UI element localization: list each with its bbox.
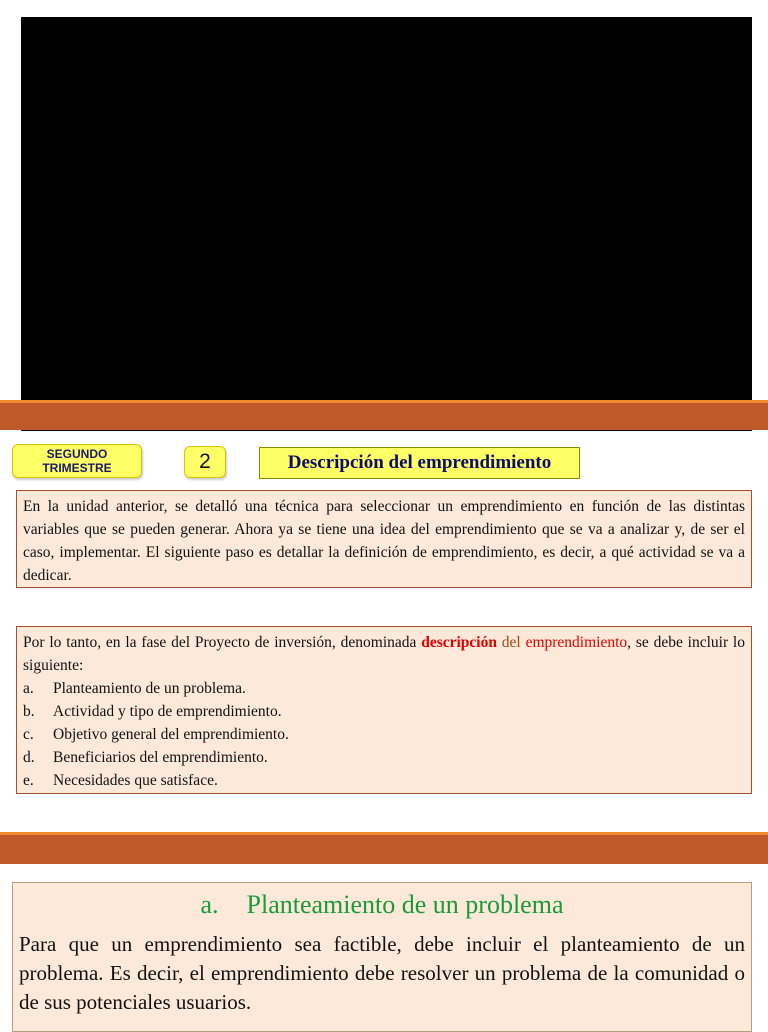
list-text: Beneficiarios del emprendimiento. <box>53 749 268 766</box>
list-item <box>23 746 745 769</box>
lead-text-end: , se debe incluir lo siguiente: <box>23 634 745 674</box>
requirements-box <box>16 626 752 794</box>
lead-keyword: descripción <box>421 634 497 651</box>
section-a-heading <box>19 890 745 920</box>
list-letter: c. <box>23 726 34 743</box>
section-a-letter: a. <box>200 890 219 919</box>
list-text: Actividad y tipo de emprendimiento. <box>53 703 282 720</box>
section-a-paragraph: Para que un emprendimiento sea factible, debe incluir el planteamiento de un problema. Es decir, el emprendimiento debe resolver un problema de la comunidad o de sus potenciales usuarios. <box>19 932 745 1014</box>
lead-text: Por lo tanto, en la fase del Proyecto de inversión, denominada <box>23 634 422 651</box>
section-a-heading-text: Planteamiento de un problema <box>246 890 564 919</box>
list-letter: a. <box>23 680 34 697</box>
middle-decorative-stripe <box>0 832 768 864</box>
lead-keyword-2: emprendimiento <box>525 634 628 651</box>
list-letter: e. <box>23 772 34 789</box>
video-placeholder <box>21 17 752 431</box>
requirements-lead <box>23 631 745 677</box>
intro-paragraph: En la unidad anterior, se detalló una técnica para seleccionar un emprendimiento en función de las distintas variables que se pueden generar. Ahora ya se tiene una idea del emprendimiento que se va a analizar y, de ser el caso, implementar. El siguiente paso es detallar la definición de emprendimiento, es decir, a qué actividad se va a dedicar. <box>16 490 752 588</box>
lead-connector: del <box>496 634 526 651</box>
list-item <box>23 677 745 700</box>
list-text: Planteamiento de un problema. <box>53 680 246 697</box>
requirements-list <box>23 677 745 792</box>
list-text: Objetivo general del emprendimiento. <box>53 726 289 743</box>
top-decorative-stripe <box>0 400 768 430</box>
list-item <box>23 723 745 746</box>
list-text: Necesidades que satisface. <box>53 772 218 789</box>
list-item <box>23 769 745 792</box>
section-a-box <box>12 882 752 1032</box>
list-letter: b. <box>23 703 35 720</box>
list-letter: d. <box>23 749 35 766</box>
section-title: Descripción del emprendimiento <box>259 447 580 479</box>
term-badge: SEGUNDO TRIMESTRE <box>12 444 142 478</box>
list-item <box>23 700 745 723</box>
unit-number-badge: 2 <box>184 446 226 478</box>
